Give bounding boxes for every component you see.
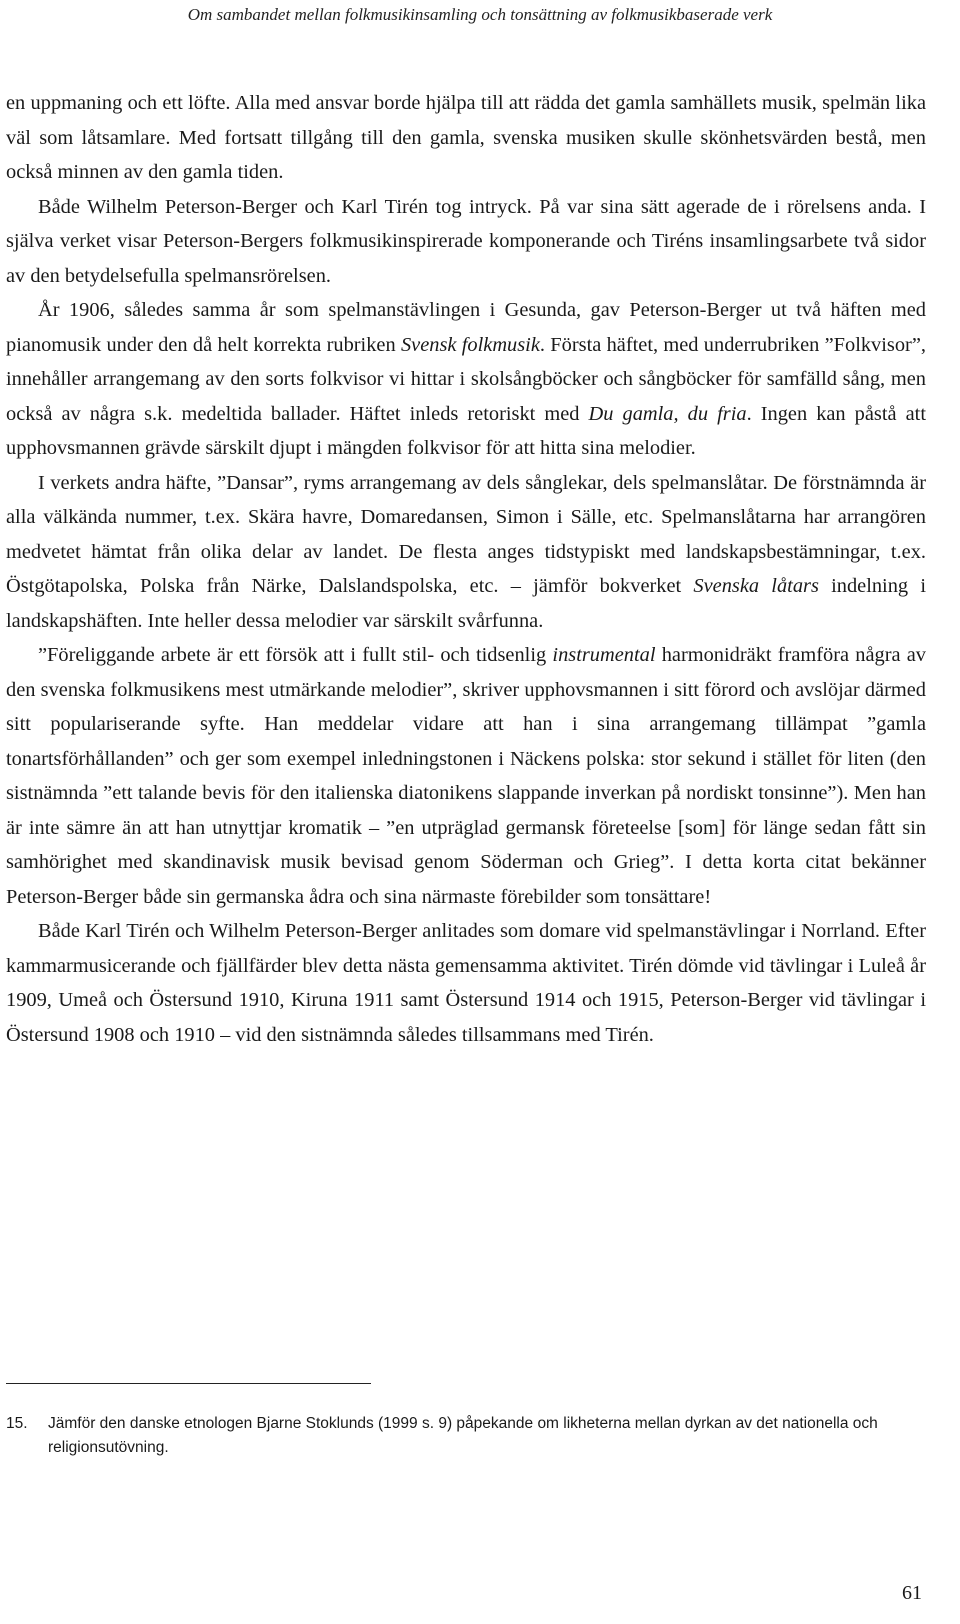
paragraph-text: harmonidräkt framföra några av den svenska folkmusikens mest utmärkande melodier”, skriver upphovsmannen i sitt förord och avslöjar därmed sitt populariserande syfte. Han meddelar vidare att han i sina arrangemang tillämpat ”gamla tonartsförhållanden” och ger som exempel inledningstonen i Näckens polska: stor sekund i stället för liten (den sistnämnda ”ett talande bevis för den italienska diatonikens slappande inverkan på nordiskt tonsinne”). Men han är inte sämre än att han utnyttjar kromatik – ”en utpräglad germansk företeelse [som] för länge sedan fått sin samhörighet med skandinavisk musik bevisad genom Söderman och Grieg”. I detta korta citat bekänner Peterson-Berger både sin germanska ådra och sina närmaste förebilder som tonsättare! bbox=[6, 644, 926, 908]
body-paragraph bbox=[6, 190, 926, 294]
footnote bbox=[6, 1412, 926, 1460]
running-header: Om sambandet mellan folkmusikinsamling och tonsättning av folkmusikbaserade verk bbox=[187, 5, 773, 24]
page-number: 61 bbox=[902, 1582, 922, 1604]
italic-title: Svenska låtars bbox=[693, 575, 819, 597]
paragraph-text: . Första häftet, med underrubriken ”Folkvisor”, innehåller arrangemang av den sorts folkvisor vi hittar i skolsångböcker och sångböcker för samfälld sång, men också av några s.k. medeltida ballader. Häftet inleds retoriskt med bbox=[6, 333, 926, 425]
body-paragraph bbox=[6, 293, 926, 466]
body-paragraph bbox=[6, 466, 926, 639]
italic-title: Du gamla, du fria bbox=[588, 402, 747, 425]
body-paragraph bbox=[6, 638, 926, 914]
footnote-divider bbox=[6, 1383, 371, 1384]
paragraph-text: . Ingen kan påstå att upphovsmannen grävde särskilt djupt i mängden folkvisor för att hitta sina melodier. bbox=[6, 402, 927, 459]
paragraph-text: en uppmaning och ett löfte. Alla med ansvar borde hjälpa till att rädda det gamla samhällets musik, spelmän lika väl som låtsamlare. Med fortsatt tillgång till den gamla, svenska musiken skulle skönhetsvärden bestå, men också minnen av den gamla tiden. bbox=[6, 92, 926, 183]
footnote-number: 15. bbox=[6, 1415, 28, 1432]
paragraph-text: I verkets andra häfte, ”Dansar”, ryms arrangemang av dels sånglekar, dels spelmanslåtar. De förstnämnda är alla välkända nummer, t.ex. Skära havre, Domaredansen, Simon i Sälle, etc. Spelmanslåtarna har arrangören medvetet hämtat från olika delar av landet. De flesta anges tidstypiskt med landskapsbestämningar, t.ex. Östgötapolska, Polska från Närke, Dalslandspolska, etc. – jämför bokverket bbox=[6, 471, 926, 597]
paragraph-text: indelning i landskapshäften. Inte heller dessa melodier var särskilt svårfunna. bbox=[6, 575, 926, 632]
paragraph-text: År 1906, således samma år som spelmanstävlingen i Gesunda, gav Peterson-Berger ut två häften med pianomusik under den då helt korrekta rubriken bbox=[6, 299, 926, 356]
body-paragraph bbox=[6, 86, 926, 190]
paragraph-text: Både Wilhelm Peterson-Berger och Karl Tirén tog intryck. På var sina sätt agerade de i rörelsens anda. I själva verket visar Peterson-Bergers folkmusikinspirerade komponerande och Tiréns insamlingsarbete två sidor av den betydelsefulla spelmansrörelsen. bbox=[6, 195, 926, 287]
paragraph-text: Både Karl Tirén och Wilhelm Peterson-Berger anlitades som domare vid spelmanstävlingar i Norrland. Efter kammarmusicerande och fjällfärder blev detta nästa gemensamma aktivitet. Tirén dömde vid tävlingar i Luleå år 1909, Umeå och Östersund 1910, Kiruna 1911 samt Östersund 1914 och 1915, Peterson-Berger vid tävlingar i Östersund 1908 och 1910 – vid den sistnämnda således tillsammans med Tirén. bbox=[6, 920, 926, 1046]
body-text bbox=[6, 86, 926, 1052]
paragraph-text: ”Föreliggande arbete är ett försök att i fullt stil- och tidsenlig bbox=[38, 644, 553, 666]
italic-title: Svensk folkmusik bbox=[400, 333, 540, 356]
body-paragraph bbox=[6, 914, 926, 1052]
footnote-text: Jämför den danske etnologen Bjarne Stoklunds (1999 s. 9) påpekande om likheterna mellan dyrkan av det nationella och religionsutövning. bbox=[48, 1415, 878, 1456]
italic-title: instrumental bbox=[552, 644, 656, 666]
